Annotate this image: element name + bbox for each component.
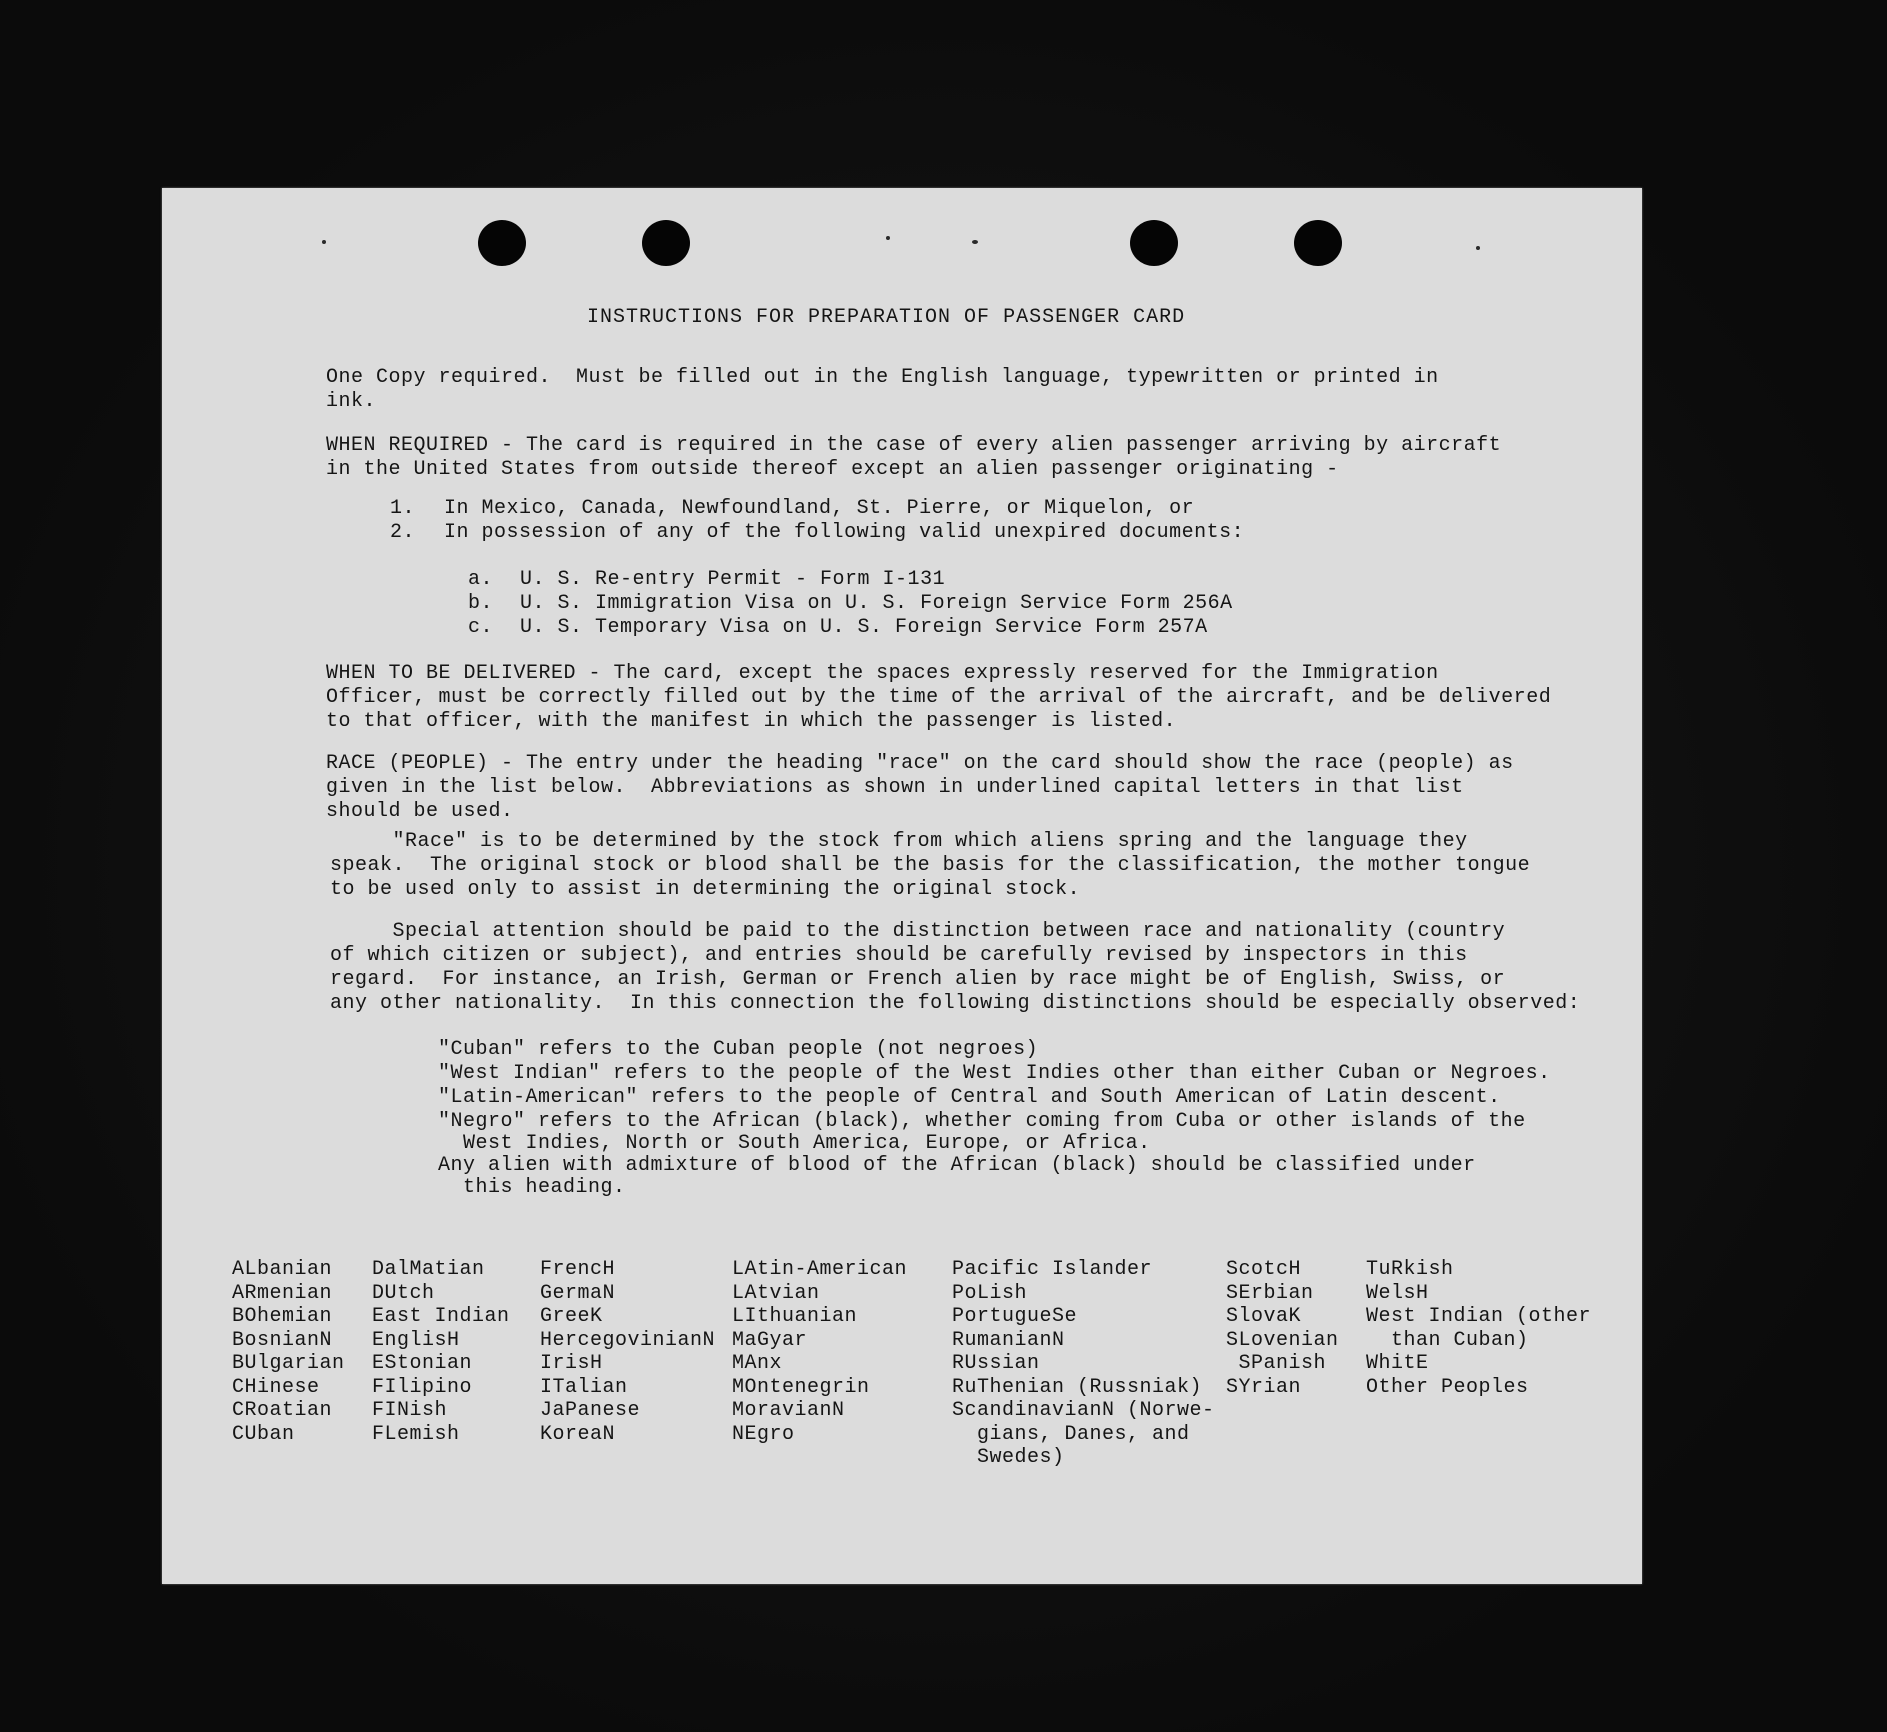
doc-text: U. S. Re-entry Permit - Form I-131 xyxy=(520,568,946,591)
distinction-line: "Latin-American" refers to the people of Central and South American of Latin descent. xyxy=(438,1086,1501,1109)
race-item: gians, Danes, and xyxy=(952,1422,1190,1446)
race-item: PortugueSe xyxy=(952,1305,1078,1328)
doc-text: U. S. Immigration Visa on U. S. Foreign Service Form 256A xyxy=(520,592,1233,615)
doc-letter: b. xyxy=(468,592,494,615)
race-item: EStonian xyxy=(372,1352,473,1375)
race-item: LAtin-American xyxy=(732,1258,908,1281)
race-item: NEgro xyxy=(732,1422,795,1446)
race-item: ARmenian xyxy=(232,1281,333,1305)
dust-speck xyxy=(886,236,890,240)
race-item: FLemish xyxy=(372,1422,460,1446)
race-item: IrisH xyxy=(540,1352,603,1375)
race-item: DUtch xyxy=(372,1281,435,1305)
race-item: Pacific Islander xyxy=(952,1258,1153,1281)
race-item: BUlgarian xyxy=(232,1352,345,1375)
race-item: CUban xyxy=(232,1422,295,1446)
doc-letter: c. xyxy=(468,616,494,639)
race-item: MoravianN xyxy=(732,1399,845,1422)
race-item: RumanianN xyxy=(952,1328,1065,1352)
race-people-line: given in the list below. Abbreviations as shown in underlined capital letters in that list xyxy=(326,776,1464,799)
race-item: TuRkish xyxy=(1366,1258,1454,1281)
race-item: Other Peoples xyxy=(1366,1375,1529,1399)
distinction-line: Any alien with admixture of blood of the African (black) should be classified under xyxy=(438,1154,1476,1177)
race-item: DalMatian xyxy=(372,1258,485,1281)
race-item: SYrian xyxy=(1226,1375,1302,1399)
special-line: any other nationality. In this connection the following distinctions should be especially observed: xyxy=(330,992,1581,1015)
item-number: 1. xyxy=(390,497,416,520)
race-item: West Indian (other xyxy=(1366,1305,1592,1328)
item-number: 2. xyxy=(390,521,416,544)
race-item: BosnianN xyxy=(232,1328,333,1352)
race-item: LIthuanian xyxy=(732,1305,858,1328)
punch-hole xyxy=(1294,220,1342,266)
race-item: EnglisH xyxy=(372,1328,460,1352)
race-item: MaGyar xyxy=(732,1328,808,1352)
race-item: JaPanese xyxy=(540,1399,641,1422)
race-column xyxy=(732,1258,907,1446)
doc-letter: a. xyxy=(468,568,494,591)
race-item: ScotcH xyxy=(1226,1258,1302,1281)
punch-hole xyxy=(642,220,690,266)
race-item: SPanish xyxy=(1226,1352,1327,1375)
document-page xyxy=(162,188,1642,1584)
race-people-line: RACE (PEOPLE) - The entry under the heading "race" on the card should show the race (people) as xyxy=(326,752,1514,775)
race-item: CRoatian xyxy=(232,1399,333,1422)
race-column xyxy=(1226,1258,1339,1399)
race-item: Swedes) xyxy=(952,1446,1065,1469)
item-text: In Mexico, Canada, Newfoundland, St. Pierre, or Miquelon, or xyxy=(444,497,1195,520)
race-item: FINish xyxy=(372,1399,448,1422)
intro-line: ink. xyxy=(326,390,377,413)
race-item: GreeK xyxy=(540,1305,603,1328)
when-delivered-line: to that officer, with the manifest in which the passenger is listed. xyxy=(326,710,1177,733)
race-item: MAnx xyxy=(732,1352,783,1375)
race-item: KoreaN xyxy=(540,1422,616,1446)
race-item: SErbian xyxy=(1226,1281,1314,1305)
race-item: CHinese xyxy=(232,1375,320,1399)
race-item: ALbanian xyxy=(232,1258,333,1281)
when-required-line: WHEN REQUIRED - The card is required in the case of every alien passenger arriving by aircraft xyxy=(326,434,1502,457)
when-delivered-line: Officer, must be correctly filled out by the time of the arrival of the aircraft, and be delivered xyxy=(326,686,1552,709)
distinction-line: "West Indian" refers to the people of the West Indies other than either Cuban or Negroes. xyxy=(438,1062,1551,1085)
race-item: LAtvian xyxy=(732,1281,820,1305)
special-line: of which citizen or subject), and entries should be carefully revised by inspectors in this xyxy=(330,944,1468,967)
race-def-line: "Race" is to be determined by the stock from which aliens spring and the language they xyxy=(330,830,1468,853)
punch-hole xyxy=(478,220,526,266)
race-item: PoLish xyxy=(952,1281,1028,1305)
intro-line: One Copy required. Must be filled out in the English language, typewritten or printed in xyxy=(326,366,1439,389)
special-line: regard. For instance, an Irish, German or French alien by race might be of English, Swiss, or xyxy=(330,968,1506,991)
race-item: HercegovinianN xyxy=(540,1328,716,1352)
race-item: East Indian xyxy=(372,1305,510,1328)
race-item: GermaN xyxy=(540,1281,616,1305)
race-item: WelsH xyxy=(1366,1281,1429,1305)
race-item: BOhemian xyxy=(232,1305,333,1328)
when-delivered-line: WHEN TO BE DELIVERED - The card, except the spaces expressly reserved for the Immigration xyxy=(326,662,1439,685)
race-item: than Cuban) xyxy=(1366,1328,1529,1352)
dust-speck xyxy=(972,240,978,244)
race-item: FIlipino xyxy=(372,1375,473,1399)
when-required-line: in the United States from outside thereof except an alien passenger originating - xyxy=(326,458,1339,481)
race-item: RUssian xyxy=(952,1352,1040,1375)
race-item: SlovaK xyxy=(1226,1305,1302,1328)
race-def-line: to be used only to assist in determining the original stock. xyxy=(330,878,1081,901)
race-item: RuThenian (Russniak) xyxy=(952,1375,1203,1399)
dust-speck xyxy=(1476,246,1480,250)
race-column xyxy=(540,1258,715,1446)
page-title: INSTRUCTIONS FOR PREPARATION OF PASSENGER CARD xyxy=(587,306,1186,329)
item-text: In possession of any of the following valid unexpired documents: xyxy=(444,521,1245,544)
race-people-line: should be used. xyxy=(326,800,514,823)
distinction-line: "Negro" refers to the African (black), whether coming from Cuba or other islands of the xyxy=(438,1110,1526,1133)
race-column xyxy=(952,1258,1215,1470)
race-column xyxy=(232,1258,345,1446)
dust-speck xyxy=(322,240,326,244)
punch-hole xyxy=(1130,220,1178,266)
race-item: ITalian xyxy=(540,1375,628,1399)
distinction-line: this heading. xyxy=(438,1176,626,1199)
race-item: MOntenegrin xyxy=(732,1375,870,1399)
race-column xyxy=(1366,1258,1591,1399)
race-item: SLovenian xyxy=(1226,1328,1339,1352)
race-item: ScandinavianN (Norwe- xyxy=(952,1399,1215,1422)
distinction-line: West Indies, North or South America, Europe, or Africa. xyxy=(438,1132,1151,1155)
special-line: Special attention should be paid to the distinction between race and nationality (country xyxy=(330,920,1506,943)
race-item: FrencH xyxy=(540,1258,616,1281)
race-item: WhitE xyxy=(1366,1352,1429,1375)
race-column xyxy=(372,1258,510,1446)
doc-text: U. S. Temporary Visa on U. S. Foreign Service Form 257A xyxy=(520,616,1208,639)
distinction-line: "Cuban" refers to the Cuban people (not negroes) xyxy=(438,1038,1039,1061)
race-def-line: speak. The original stock or blood shall be the basis for the classification, the mother tongue xyxy=(330,854,1531,877)
